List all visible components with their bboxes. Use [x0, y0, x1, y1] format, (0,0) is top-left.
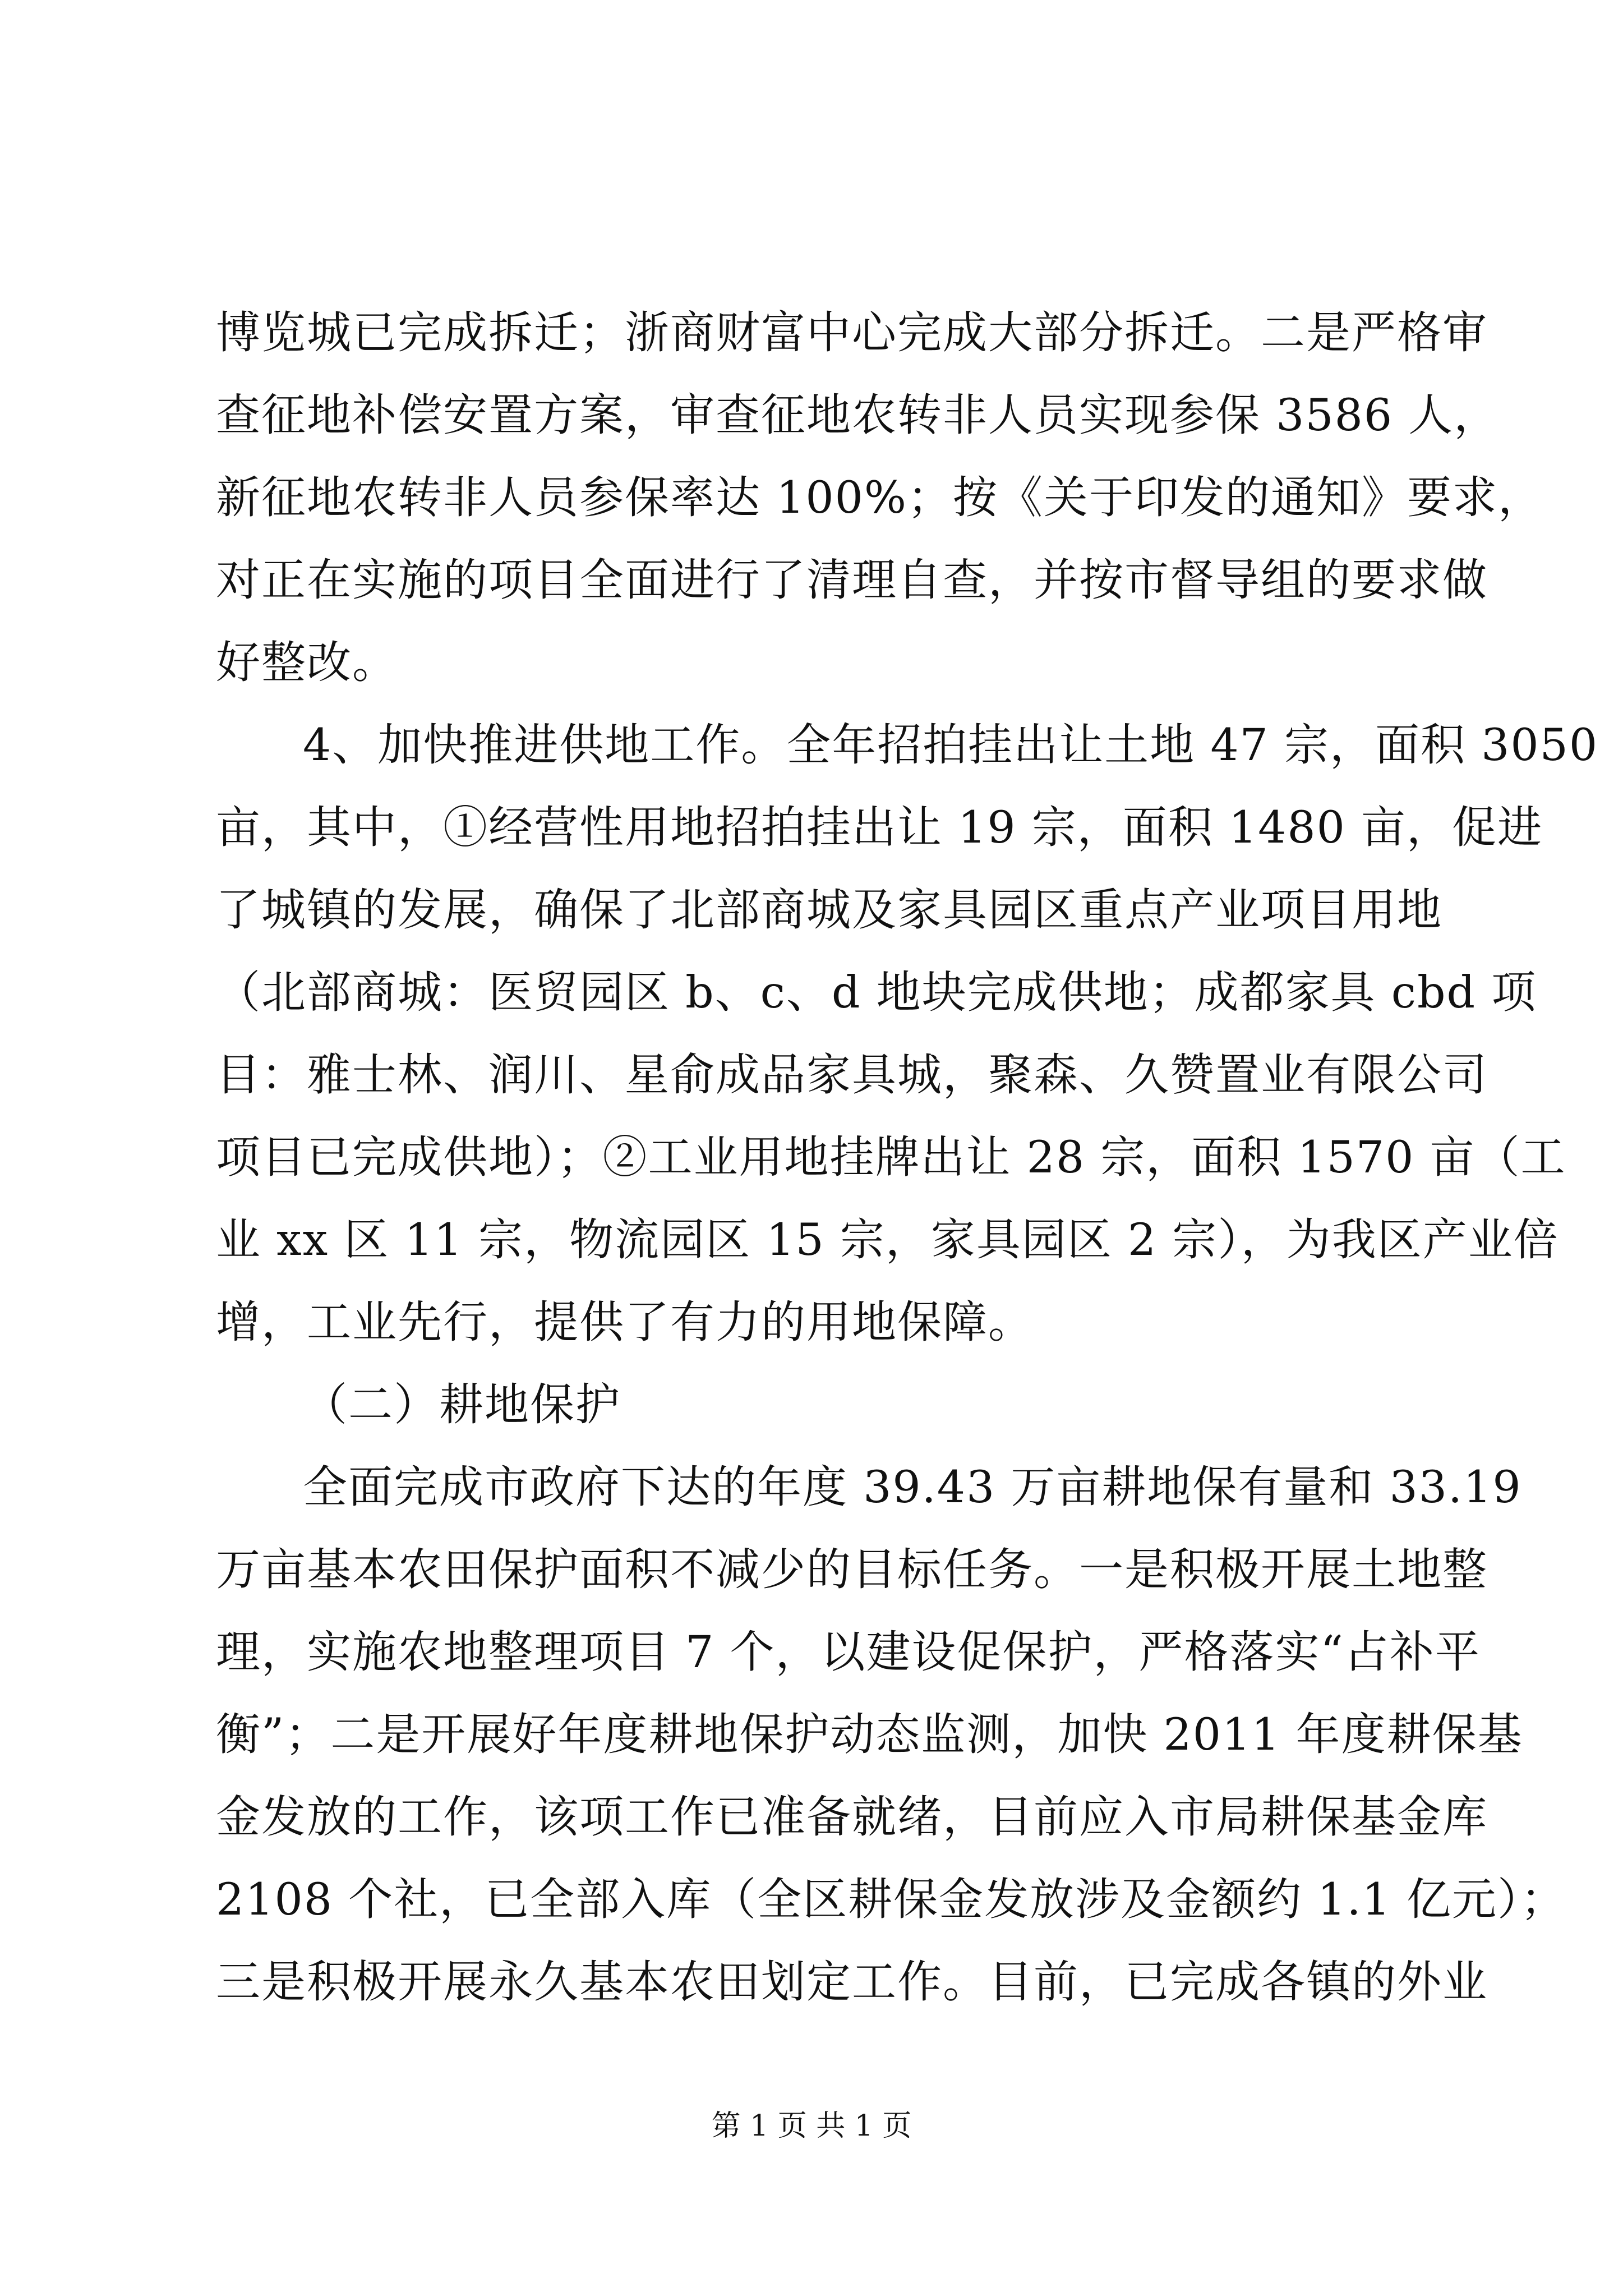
text-line: 金发放的工作，该项工作已准备就绪，目前应入市局耕保基金库: [216, 1791, 1488, 1843]
text-line: 理，实施农地整理项目 7 个，以建设促保护，严格落实“占补平: [216, 1626, 1481, 1678]
text-line: 业 xx 区 11 宗，物流园区 15 宗，家具园区 2 宗），为我区产业倍: [216, 1214, 1559, 1266]
text-line: 新征地农转非人员参保率达 100%；按《关于印发的通知》要求，: [216, 472, 1543, 523]
text-line: 亩，其中，①经营性用地招拍挂出让 19 宗，面积 1480 亩，促进: [216, 802, 1543, 853]
paragraph-start-line: 4、加快推进供地工作。全年招拍挂出让土地 47 宗，面积 3050: [303, 719, 1599, 771]
text-line: 增，工业先行，提供了有力的用地保障。: [216, 1296, 1034, 1348]
paragraph-start-line: 全面完成市政府下达的年度 39.43 万亩耕地保有量和 33.19: [303, 1461, 1522, 1513]
text-line: 了城镇的发展，确保了北部商城及家具园区重点产业项目用地: [216, 884, 1442, 936]
text-line: 目：雅士林、润川、星俞成品家具城，聚森、久赞置业有限公司: [216, 1049, 1488, 1101]
text-line: 博览城已完成拆迁；浙商财富中心完成大部分拆迁。二是严格审: [216, 307, 1488, 358]
text-line: 衡”；二是开展好年度耕地保护动态监测，加快 2011 年度耕保基: [216, 1709, 1523, 1760]
text-line: 2108 个社，已全部入库（全区耕保金发放涉及金额约 1.1 亿元）；: [216, 1874, 1566, 1925]
section-heading: （二）耕地保护: [303, 1379, 621, 1430]
text-line: （北部商城：医贸园区 b、c、d 地块完成供地；成都家具 cbd 项: [216, 967, 1537, 1018]
text-line: 好整改。: [216, 637, 398, 688]
text-line: 项目已完成供地）；②工业用地挂牌出让 28 宗，面积 1570 亩（工: [216, 1131, 1566, 1183]
text-line: 三是积极开展永久基本农田划定工作。目前，已完成各镇的外业: [216, 1956, 1488, 2008]
text-line: 对正在实施的项目全面进行了清理自查，并按市督导组的要求做: [216, 554, 1488, 606]
text-line: 万亩基本农田保护面积不减少的目标任务。一是积极开展土地整: [216, 1544, 1488, 1595]
page-footer: 第 1 页 共 1 页: [711, 2109, 912, 2143]
text-line: 查征地补偿安置方案，审查征地农转非人员实现参保 3586 人，: [216, 389, 1500, 441]
